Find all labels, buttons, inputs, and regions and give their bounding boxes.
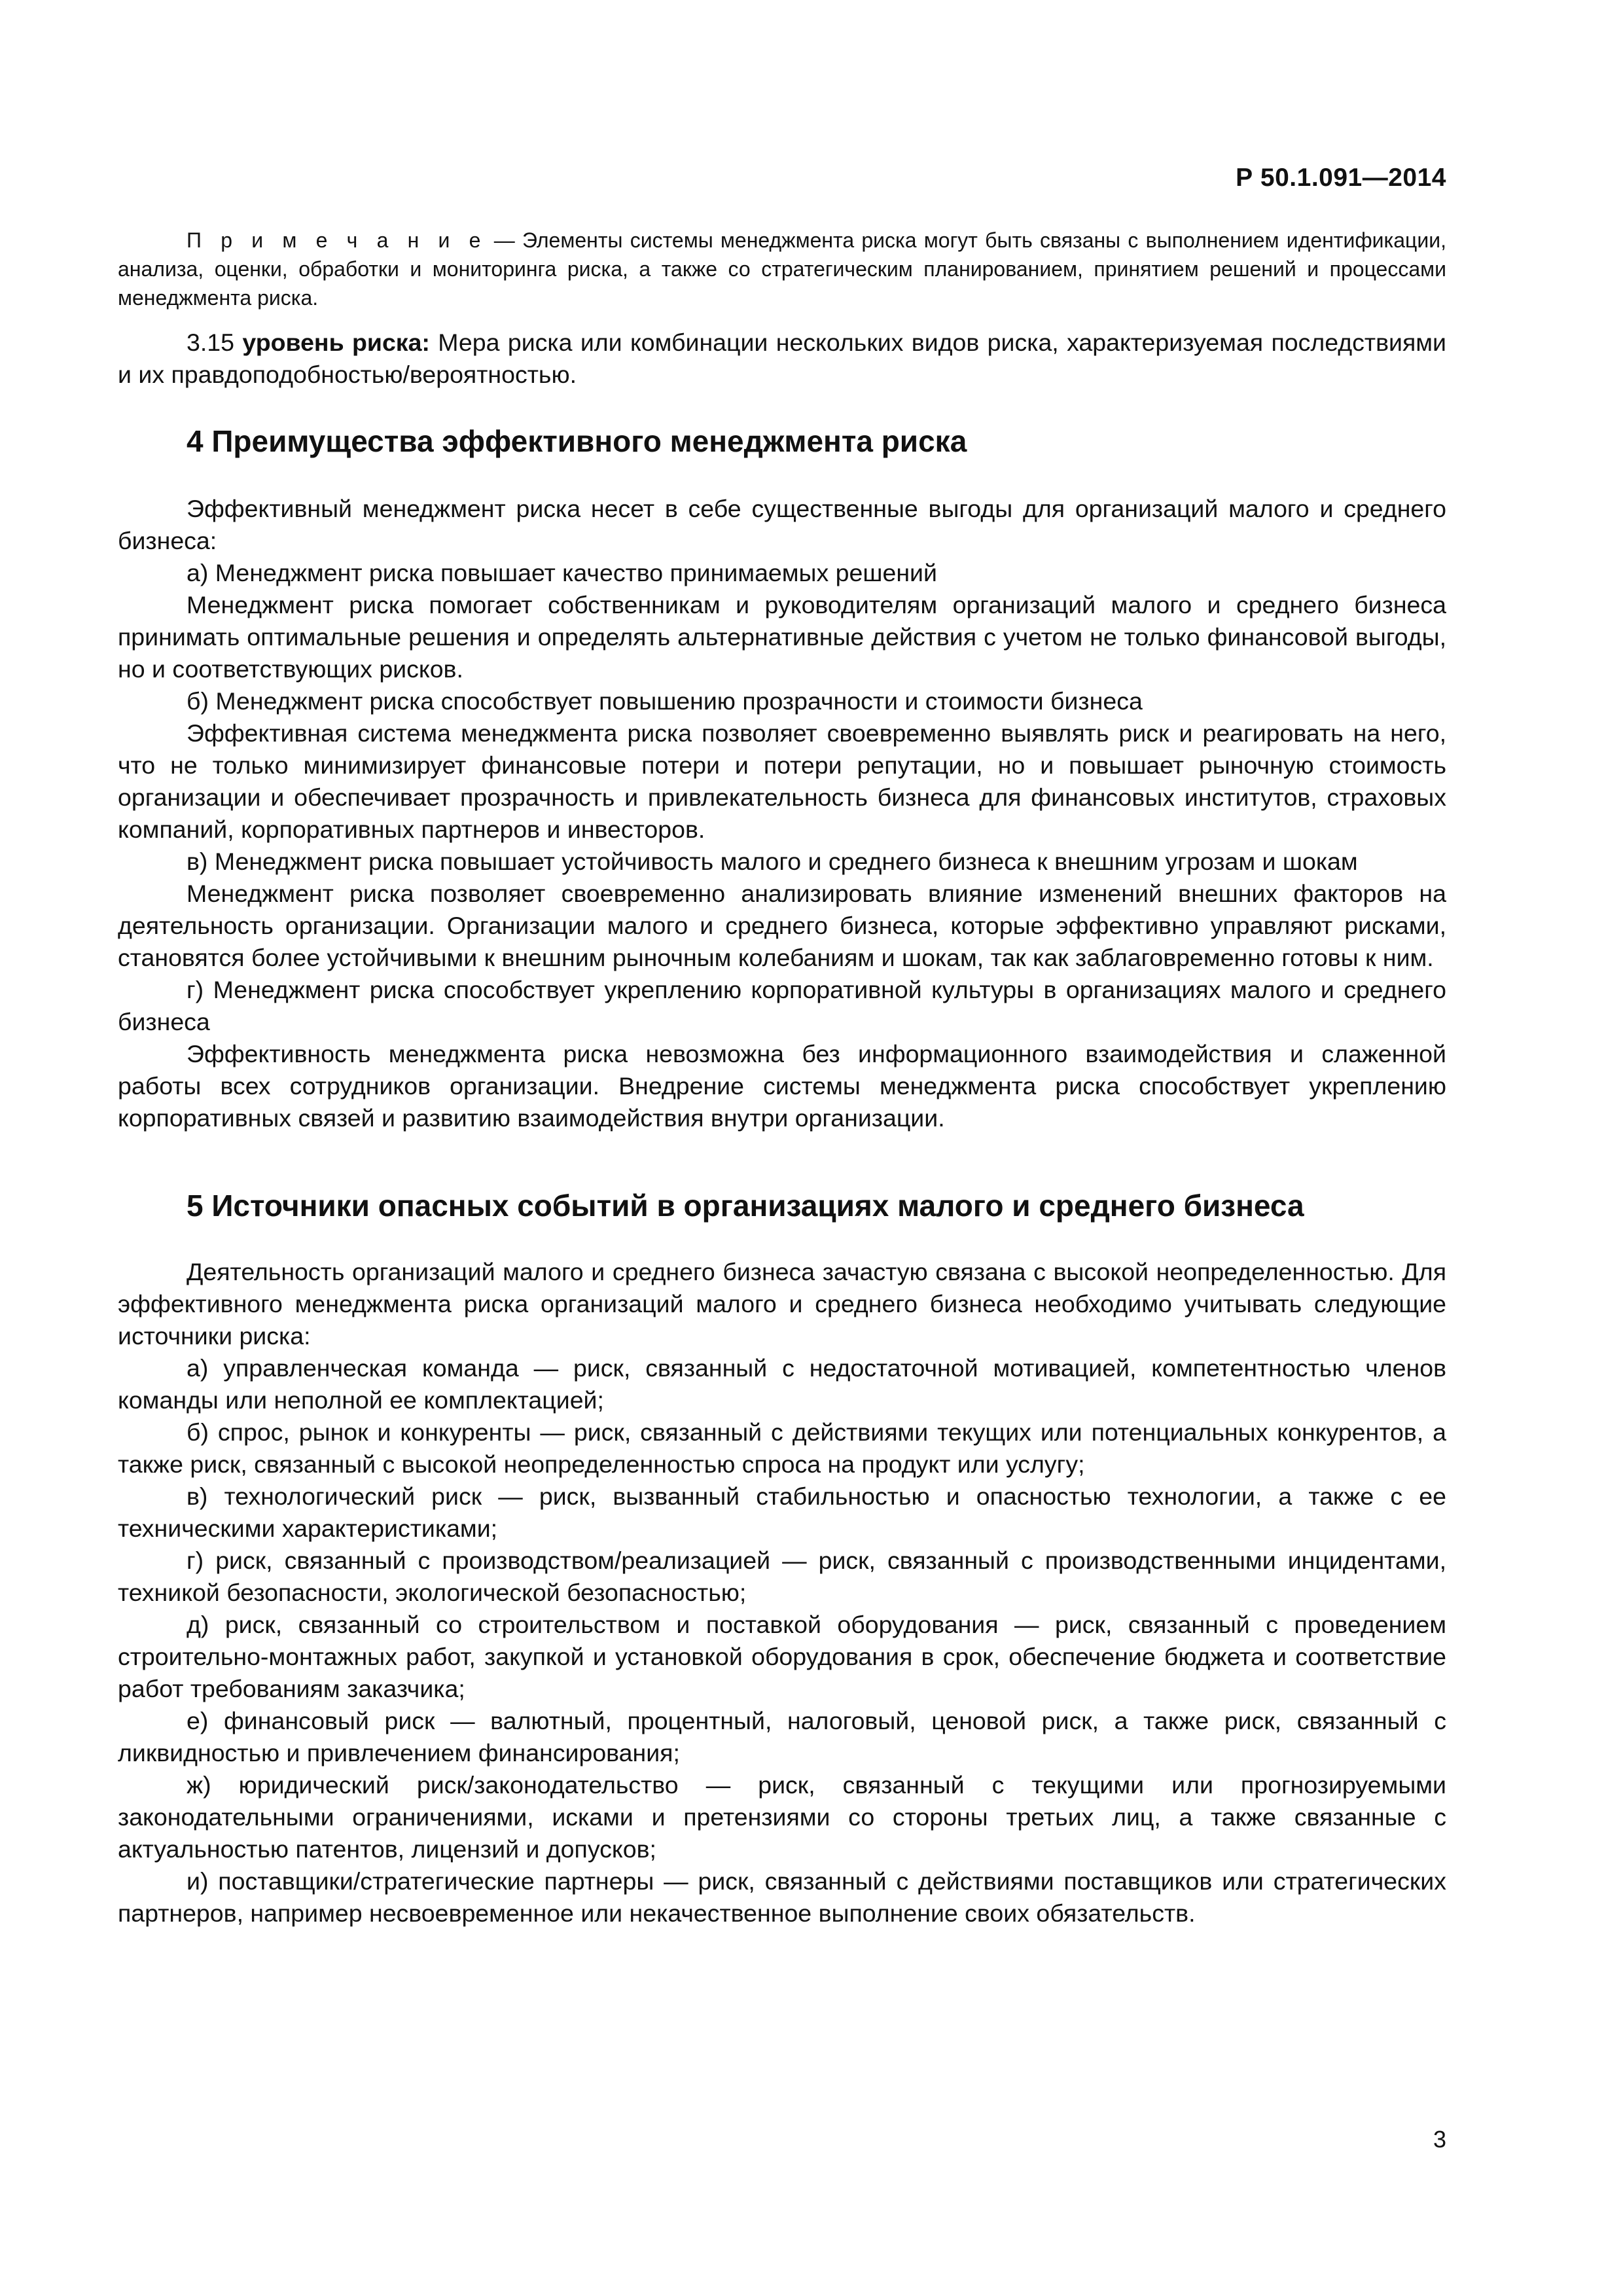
- section-5-list-item: а) управленческая команда — риск, связанный с недостаточной мотивацией, компетентностью членов команды или неполной ее комплектацией;: [118, 1354, 1446, 1414]
- section-4-paragraph: в) Менеджмент риска повышает устойчивость малого и среднего бизнеса к внешним угрозам и шокам: [187, 848, 1358, 875]
- section-4-paragraph: Эффективный менеджмент риска несет в себе существенные выгоды для организаций малого и среднего бизнеса:: [118, 495, 1446, 554]
- section-5-paragraph: Деятельность организаций малого и среднего бизнеса зачастую связана с высокой неопределенностью. Для эффективного менеджмента риска организаций малого и среднего бизнеса необходимо учитывать следующие источники риска:: [118, 1258, 1446, 1350]
- section-4-paragraph: Эффективная система менеджмента риска позволяет своевременно выявлять риск и реагировать на него, что не только минимизирует финансовые потери и потери репутации, но и повышает рыночную стоимость организации и обеспечивает прозрачность и привлекательность бизнеса для финансовых институтов, страховых компаний, корпоративных партнеров и инвесторов.: [118, 719, 1446, 843]
- note-text: — Элементы системы менеджмента риска могут быть связаны с выполнением идентификации, анализа, оценки, обработки и мониторинга риска, а также со стратегическим планированием, принятием решений и процессами менеджмента риска.: [118, 228, 1447, 310]
- term-definition-3-15: [118, 327, 1446, 391]
- note-label: П р и м е ч а н и е: [187, 228, 487, 252]
- section-4-paragraph: Менеджмент риска позволяет своевременно анализировать влияние изменений внешних факторов на деятельность организации. Организации малого и среднего бизнеса, которые эффективно управляют рисками, становятся более устойчивыми к внешним рыночным колебаниям и шокам, так как заблаговременно готовы к ним.: [118, 880, 1446, 971]
- section-5-list-item: ж) юридический риск/законодательство — риск, связанный с текущими или прогнозируемыми законодательными ограничениями, исками и претензиями со стороны третьих лиц, а также связанные с актуальностью патентов, лицензий и допусков;: [118, 1771, 1446, 1863]
- section-5-list-item: е) финансовый риск — валютный, процентный, налоговый, ценовой риск, а также риск, связанный с ликвидностью и привлечением финансирования;: [118, 1707, 1446, 1767]
- section-5-list-item: и) поставщики/стратегические партнеры — риск, связанный с действиями поставщиков или стратегических партнеров, например несвоевременное или некачественное выполнение своих обязательств.: [118, 1867, 1446, 1927]
- section-5-body: [118, 1256, 1446, 1929]
- term-name: уровень риска:: [242, 329, 430, 356]
- section-4-heading: 4 Преимущества эффективного менеджмента риска: [187, 424, 967, 458]
- section-4-body: [118, 493, 1446, 1134]
- section-4-paragraph: а) Менеджмент риска повышает качество принимаемых решений: [187, 559, 937, 586]
- section-4-paragraph: г) Менеджмент риска способствует укреплению корпоративной культуры в организациях малого и среднего бизнеса: [118, 976, 1446, 1035]
- section-5-list-item: в) технологический риск — риск, вызванный стабильностью и опасностью технологии, а также с ее техническими характеристиками;: [118, 1482, 1446, 1542]
- term-number: 3.15: [187, 329, 243, 356]
- section-5-list-item: б) спрос, рынок и конкуренты — риск, связанный с действиями текущих или потенциальных конкурентов, а также риск, связанный с высокой неопределенностью спроса на продукт или услугу;: [118, 1418, 1446, 1478]
- term-definition: Мера риска или комбинации нескольких видов риска, характеризуемая последствиями и их правдоподобностью/вероятностью.: [118, 329, 1447, 388]
- section-4-paragraph: б) Менеджмент риска способствует повышению прозрачности и стоимости бизнеса: [187, 687, 1143, 715]
- section-4-paragraph: Эффективность менеджмента риска невозможна без информационного взаимодействия и слаженной работы всех сотрудников организации. Внедрение системы менеджмента риска способствует укреплению корпоративных связей и развитию взаимодействия внутри организации.: [118, 1040, 1446, 1132]
- section-5-heading: 5 Источники опасных событий в организациях малого и среднего бизнеса: [187, 1189, 1304, 1223]
- section-5-list-item: д) риск, связанный со строительством и поставкой оборудования — риск, связанный с проведением строительно-монтажных работ, закупкой и установкой оборудования в срок, обеспечение бюджета и соответствие работ требованиям заказчика;: [118, 1611, 1446, 1702]
- page-number: 3: [1433, 2126, 1446, 2153]
- document-code: Р 50.1.091—2014: [1236, 164, 1446, 192]
- page-content: [118, 226, 1446, 1929]
- section-4-paragraph: Менеджмент риска помогает собственникам и руководителям организаций малого и среднего бизнеса принимать оптимальные решения и определять альтернативные действия с учетом не только финансовой выгоды, но и соответствующих рисков.: [118, 591, 1446, 683]
- note-paragraph: [118, 226, 1446, 312]
- section-5-list-item: г) риск, связанный с производством/реализацией — риск, связанный с производственными инцидентами, техникой безопасности, экологической безопасностью;: [118, 1547, 1446, 1606]
